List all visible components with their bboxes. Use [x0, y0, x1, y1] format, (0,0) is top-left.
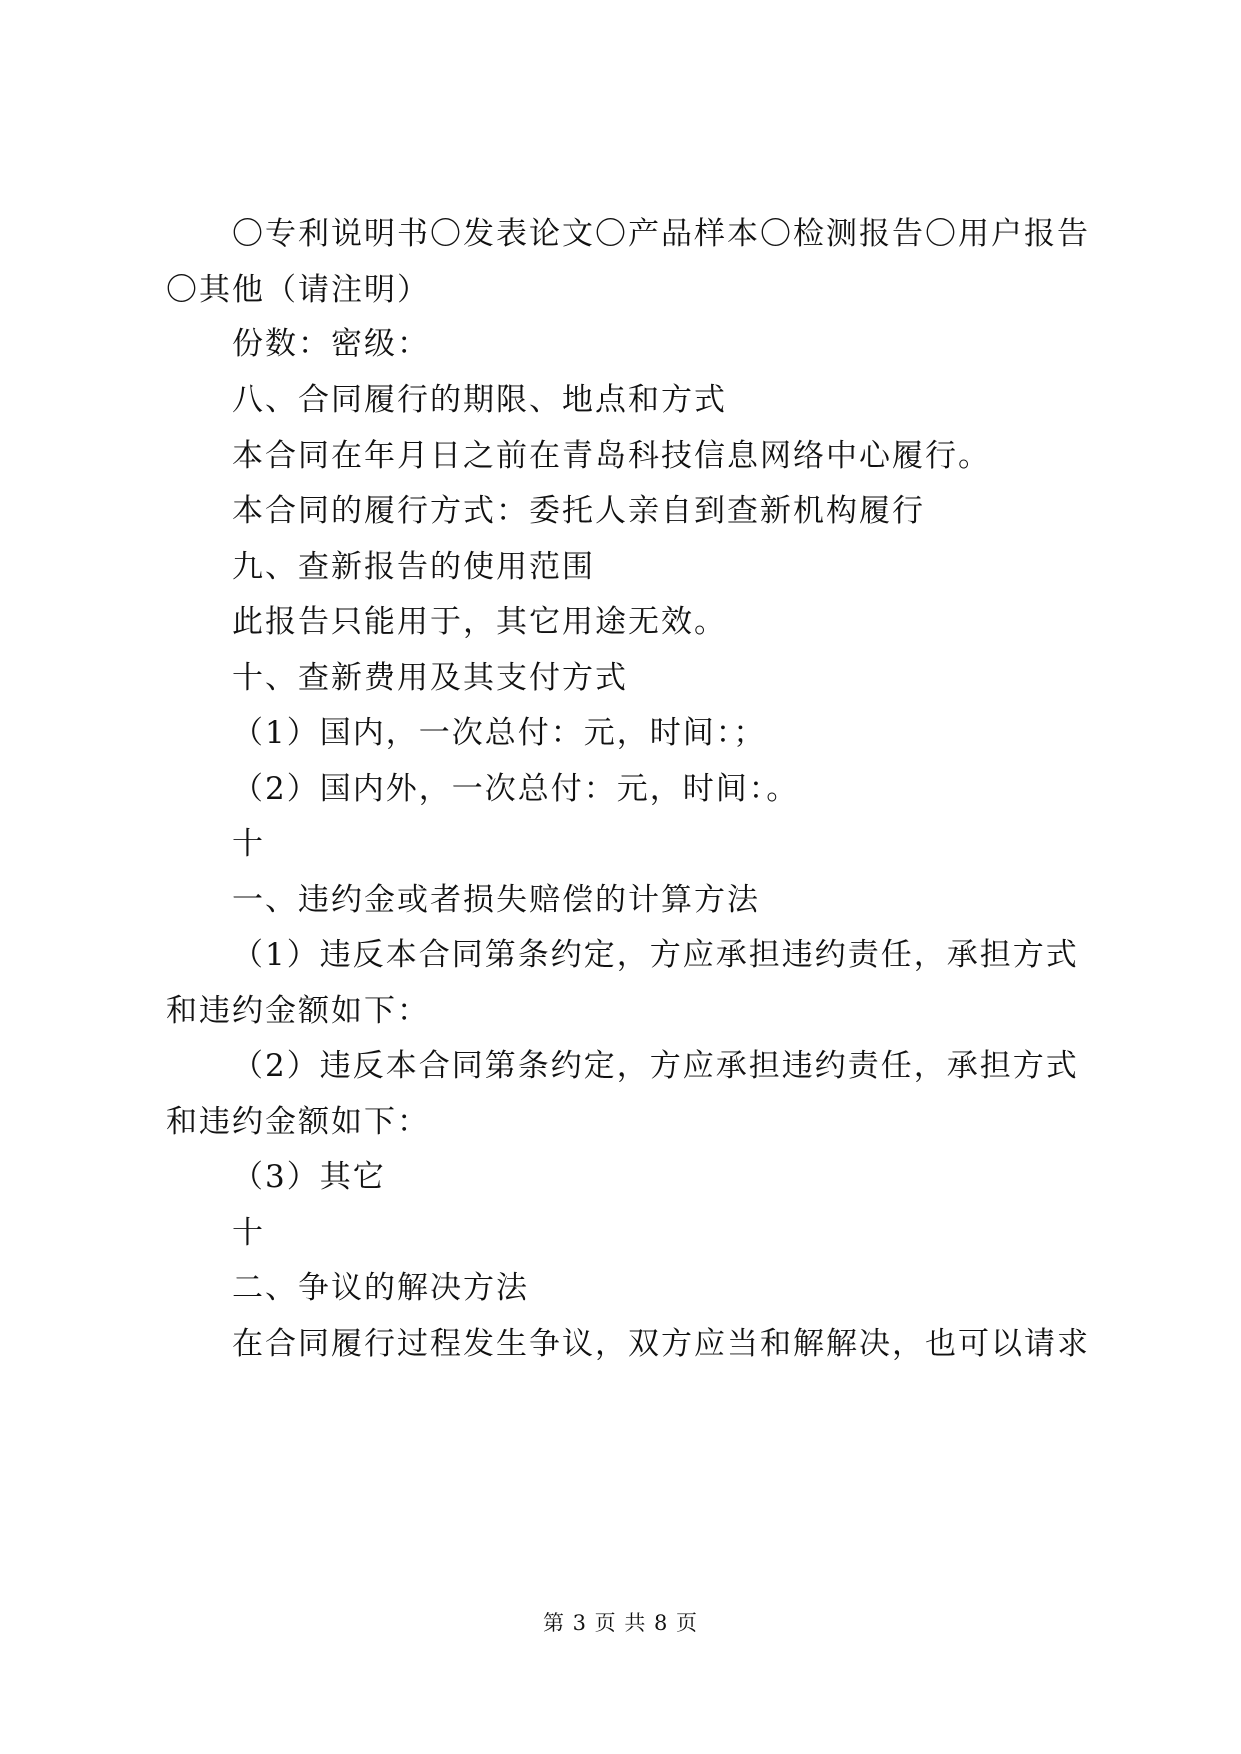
paragraph-line: （2）违反本合同第条约定，方应承担违约责任，承担方式 [232, 1048, 1079, 1084]
paragraph-line: 和违约金额如下： [166, 993, 430, 1029]
paragraph-line: 〇其他（请注明） [166, 272, 430, 308]
paragraph-line: 本合同在年月日之前在青岛科技信息网络中心履行。 [232, 438, 991, 474]
paragraph-line: 份数：密级： [232, 326, 430, 362]
paragraph-line: 和违约金额如下： [166, 1104, 430, 1140]
paragraph-line: （3）其它 [232, 1159, 386, 1195]
paragraph-line: 在合同履行过程发生争议，双方应当和解解决，也可以请求 [232, 1326, 1090, 1362]
page-footer: 第 3 页 共 8 页 [542, 1611, 699, 1635]
section-heading: 十、查新费用及其支付方式 [232, 660, 628, 696]
section-heading: 八、合同履行的期限、地点和方式 [232, 382, 727, 418]
paragraph-line: 本合同的履行方式：委托人亲自到查新机构履行 [232, 493, 925, 529]
paragraph-line: （1）国内，一次总付：元，时间：； [232, 715, 767, 751]
section-heading: 二、争议的解决方法 [232, 1270, 529, 1306]
section-heading: 一、违约金或者损失赔偿的计算方法 [232, 882, 760, 918]
section-heading: 十 [232, 826, 265, 862]
section-heading: 十 [232, 1215, 265, 1251]
paragraph-line: （2）国内外，一次总付：元，时间：。 [232, 771, 800, 807]
section-heading: 九、查新报告的使用范围 [232, 549, 595, 585]
paragraph-line: 此报告只能用于，其它用途无效。 [232, 604, 727, 640]
paragraph-line: （1）违反本合同第条约定，方应承担违约责任，承担方式 [232, 937, 1079, 973]
paragraph-line: 〇专利说明书〇发表论文〇产品样本〇检测报告〇用户报告 [232, 216, 1090, 252]
